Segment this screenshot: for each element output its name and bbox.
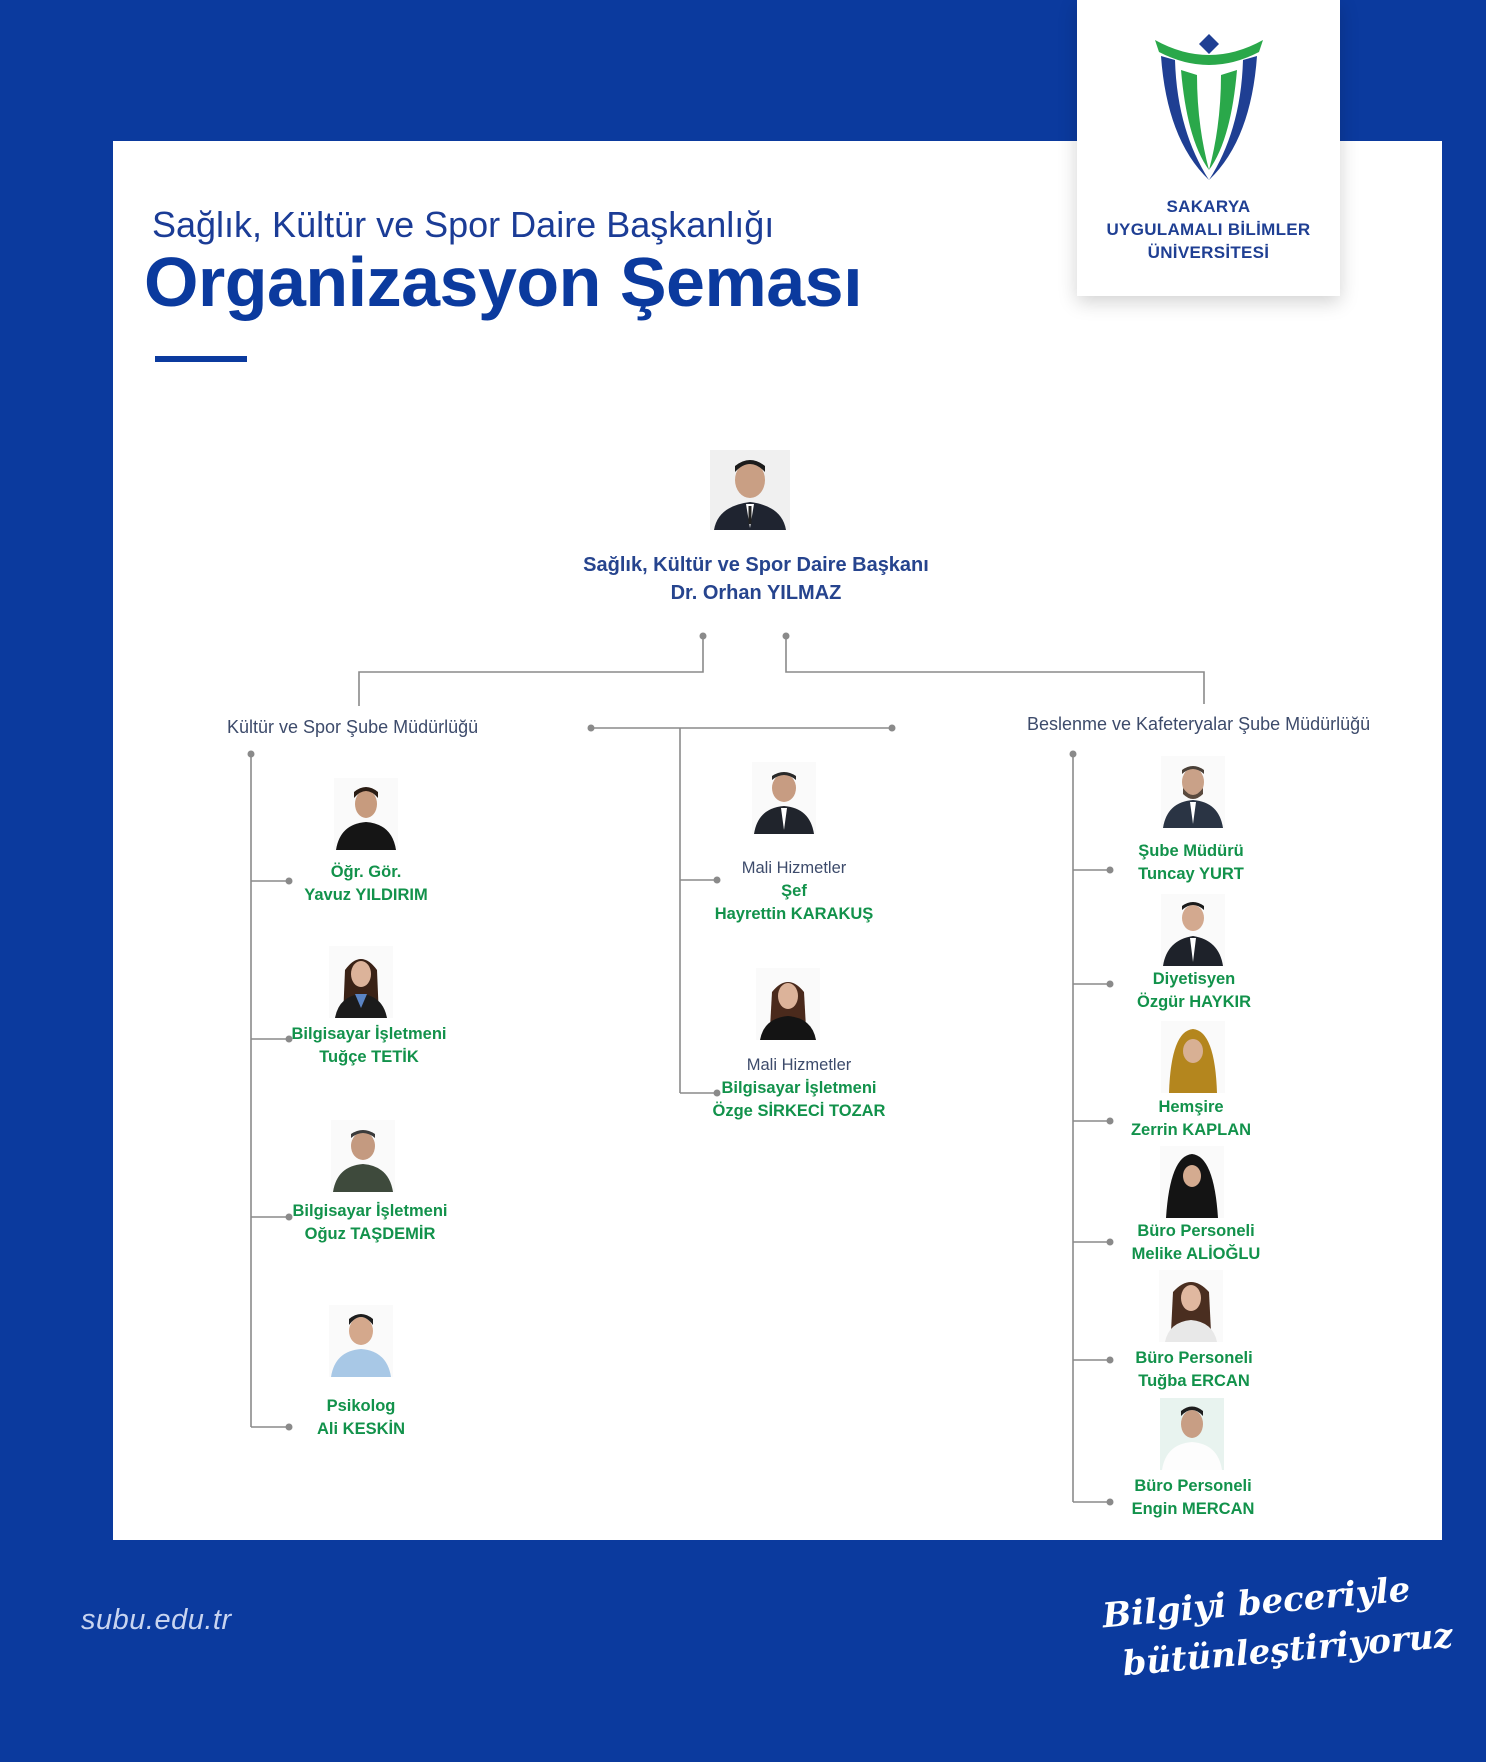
right-staff-3 [1091,1096,1291,1142]
right-staff-1 [1091,840,1291,886]
left-staff-1 [266,861,466,907]
staff-role: Şube Müdürü [1138,842,1244,860]
page-subtitle: Sağlık, Kültür ve Spor Daire Başkanlığı [152,204,775,245]
title-underline [155,356,247,362]
staff-name: Özge SİRKECİ TOZAR [712,1102,886,1120]
staff-role: Bilgisayar İşletmeni [292,1202,448,1220]
staff-role: Şef [781,882,807,900]
staff-role: Psikolog [326,1397,396,1415]
staff-photo-tuncay [1161,756,1225,828]
right-staff-6 [1093,1475,1293,1521]
staff-role: Büro Personeli [1134,1477,1252,1495]
slogan-line-2: bütünleştiriyoruz [1120,1615,1455,1685]
staff-photo-tugce [329,946,393,1018]
staff-name: Engin MERCAN [1131,1500,1255,1518]
staff-unit: Mali Hizmetler [741,859,847,877]
staff-role: Büro Personeli [1137,1222,1255,1240]
middle-staff-2 [694,1054,904,1123]
staff-name: Tuğçe TETİK [319,1048,419,1066]
staff-photo-ali [329,1305,393,1377]
staff-unit: Mali Hizmetler [746,1056,852,1074]
website-url: subu.edu.tr [81,1604,232,1636]
staff-role: Büro Personeli [1135,1349,1253,1367]
staff-name: Hayrettin KARAKUŞ [714,905,874,923]
logo-line-3: ÜNİVERSİTESİ [1147,243,1270,262]
staff-photo-yavuz [334,778,398,850]
left-staff-2 [269,1023,469,1069]
head-role: Sağlık, Kültür ve Spor Daire Başkanı [583,554,929,576]
right-staff-4 [1096,1220,1296,1266]
page-title: Organizasyon Şeması [144,243,863,321]
staff-photo-ozge [756,968,820,1040]
left-staff-4 [261,1395,461,1441]
university-logo [1077,0,1340,296]
staff-name: Oğuz TAŞDEMİR [304,1225,436,1243]
staff-role: Öğr. Gör. [330,863,402,881]
middle-staff-1 [689,857,899,926]
slogan-line-1: Bilgiyi beceriyle [1100,1569,1412,1637]
staff-photo-ozgur [1161,894,1225,966]
staff-photo-engin [1160,1398,1224,1470]
left-staff-3 [270,1200,470,1246]
staff-name: Zerrin KAPLAN [1130,1121,1252,1139]
staff-photo-tugba [1159,1270,1223,1342]
university-emblem-icon [1147,30,1271,190]
staff-photo-oguz [331,1120,395,1192]
staff-photo-melike [1160,1146,1224,1218]
logo-line-1: SAKARYA [1166,197,1251,216]
staff-photo-hayrettin [752,762,816,834]
staff-name: Özgür HAYKIR [1137,993,1251,1011]
right-department-label: Beslenme ve Kafeteryalar Şube Müdürlüğü [1027,714,1371,734]
staff-name: Melike ALİOĞLU [1131,1245,1261,1263]
staff-name: Tuğba ERCAN [1138,1372,1250,1390]
staff-photo-zerrin [1161,1021,1225,1093]
right-staff-5 [1094,1347,1294,1393]
staff-name: Ali KESKİN [316,1420,405,1438]
staff-role: Hemşire [1158,1098,1224,1116]
staff-name: Yavuz YILDIRIM [304,886,428,904]
staff-role: Bilgisayar İşletmeni [721,1079,877,1097]
staff-name: Tuncay YURT [1138,865,1244,883]
head-name: Dr. Orhan YILMAZ [670,582,842,604]
head-photo [710,450,790,530]
logo-line-2: UYGULAMALI BİLİMLER [1106,220,1311,239]
staff-role: Bilgisayar İşletmeni [291,1025,447,1043]
right-staff-2 [1094,968,1294,1014]
left-department-label: Kültür ve Spor Şube Müdürlüğü [227,717,479,737]
staff-role: Diyetisyen [1152,970,1236,988]
